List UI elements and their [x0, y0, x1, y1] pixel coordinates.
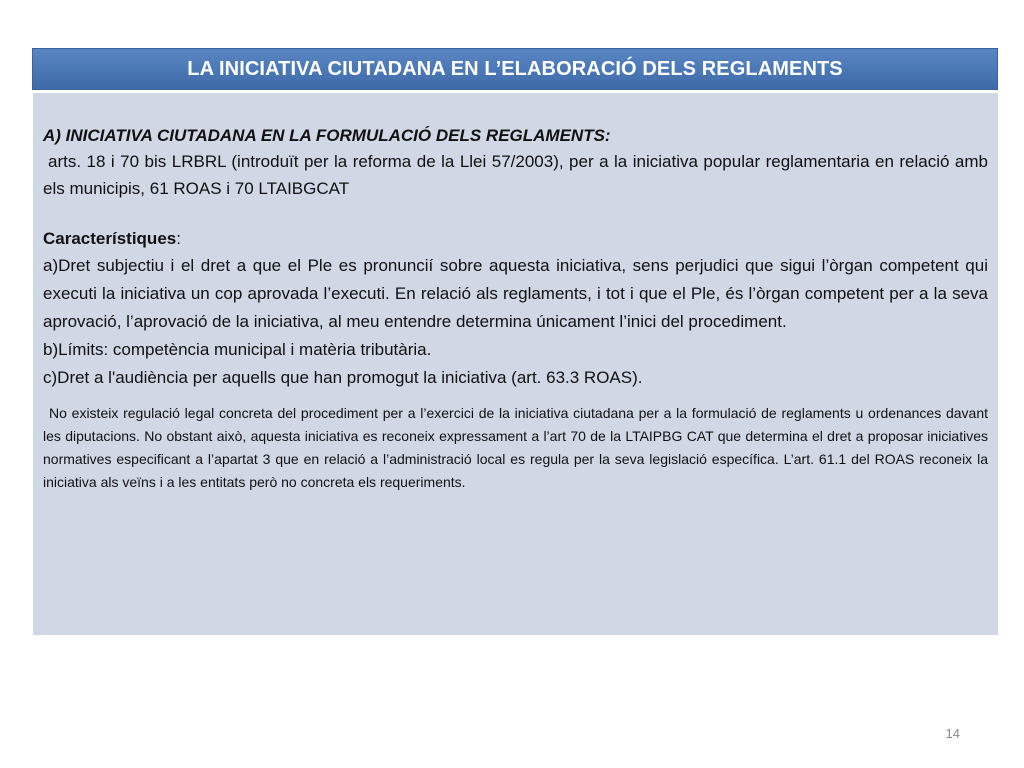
characteristics-colon: : [176, 229, 181, 248]
intro-paragraph: arts. 18 i 70 bis LRBRL (introduït per la reforma de la Llei 57/2003), per a la iniciativa popular reglamentaria en relació amb els municipis, 61 ROAS i 70 LTAIBGCAT [43, 152, 988, 198]
characteristic-item-b: b)Límits: competència municipal i matèria tributària. [43, 340, 432, 359]
title-bar [32, 48, 998, 90]
spacer [43, 202, 988, 225]
content-box [33, 93, 998, 635]
characteristics-heading [43, 225, 988, 252]
slide-title: LA INICIATIVA CIUTADANA EN L’ELABORACIÓ DELS REGLAMENTS [187, 57, 843, 80]
note-paragraph: No existeix regulació legal concreta del procediment per a l’exercici de la iniciativa ciutadana per a la formulació de reglaments u ordenances davant les diputacions. No obstant això, aquesta iniciativa es reconeix expressament a l’art 70 de la LTAIPBG CAT que determina el dret a proposar iniciatives normatives especificant a l’apartat 3 que en relació a l’administració local es regula per la seva legislació específica. L’art. 61.1 del ROAS reconeix la iniciativa als veïns i a les entitats però no concreta els requeriments. [43, 405, 988, 490]
characteristic-item-a: a)Dret subjectiu i el dret a que el Ple es pronuncií sobre aquesta iniciativa, sens perjudici que sigui l’òrgan competent qui executi la iniciativa un cop aprovada l’executi. En relació als reglaments, i tot i que el Ple, és l’òrgan competent per a la seva aprovació, l’aprovació de la iniciativa, al meu entendre determina únicament l’inici del procediment. [43, 256, 988, 331]
section-heading: A) INICIATIVA CIUTADANA EN LA FORMULACIÓ DELS REGLAMENTS: [43, 126, 611, 145]
page-number: 14 [945, 726, 960, 741]
characteristic-item-c: c)Dret a l'audiència per aquells que han promogut la iniciativa (art. 63.3 ROAS). [43, 368, 643, 387]
spacer [43, 392, 988, 402]
characteristics-label: Característiques [43, 229, 177, 248]
